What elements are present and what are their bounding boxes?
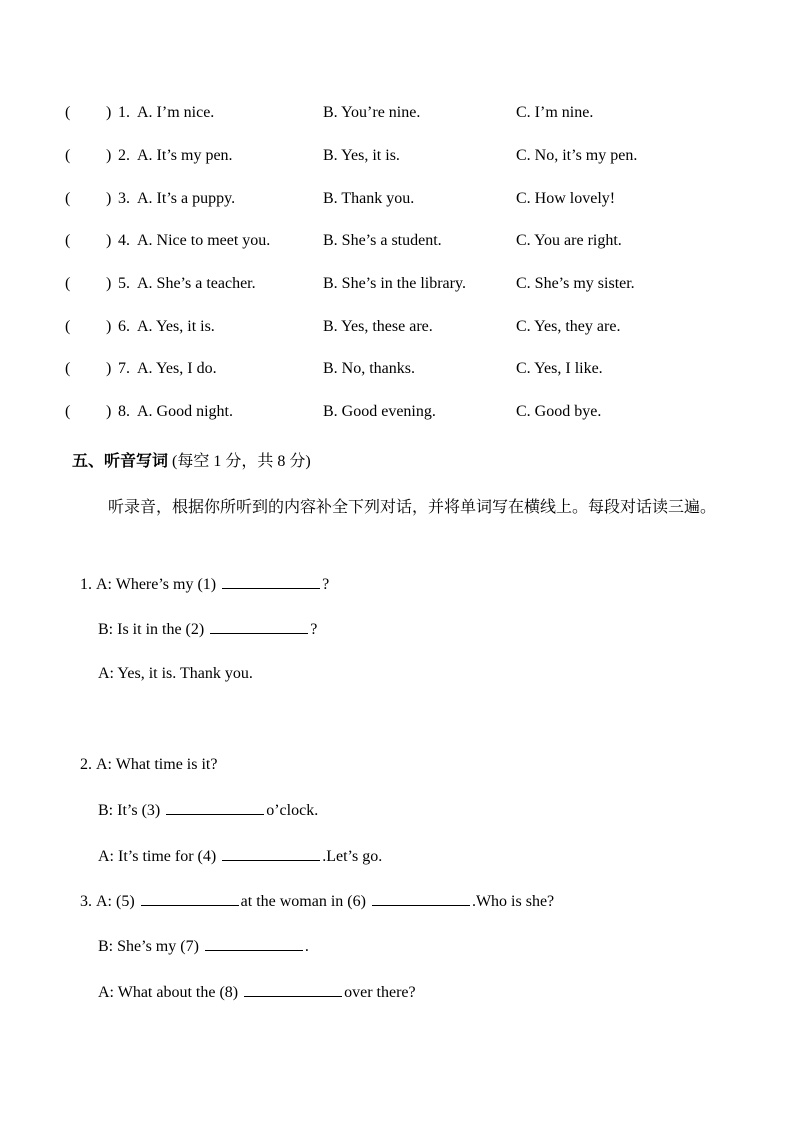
dialogue-text: .Who is she? bbox=[471, 893, 555, 910]
dialogue-2-line-2 bbox=[98, 798, 318, 822]
dialogue-text: A: What time is it? bbox=[96, 756, 218, 773]
question-number: 4. bbox=[118, 232, 130, 249]
question-row bbox=[0, 357, 794, 381]
dialogue-3-line-2 bbox=[98, 934, 309, 958]
option-b: B. Thank you. bbox=[323, 190, 415, 207]
dialogue-2-line-3 bbox=[98, 844, 382, 868]
option-c: C. You are right. bbox=[516, 232, 622, 249]
answer-paren-close: ) bbox=[106, 190, 112, 207]
question-row bbox=[0, 315, 794, 339]
option-c: C. Good bye. bbox=[516, 403, 602, 420]
option-c: C. I’m nine. bbox=[516, 104, 594, 121]
option-a: A. Good night. bbox=[137, 403, 233, 420]
dialogue-text: A: It’s time for (4) bbox=[98, 848, 217, 865]
section-score: (每空 1 分，共 8 分) bbox=[172, 453, 311, 470]
dialogue-text: A: Where’s my (1) bbox=[96, 576, 217, 593]
answer-paren-close: ) bbox=[106, 318, 112, 335]
dialogue-text: A: What about the (8) bbox=[98, 984, 239, 1001]
dialogue-text: B: It’s (3) bbox=[98, 802, 161, 819]
answer-paren-close: ) bbox=[106, 104, 112, 121]
answer-paren-open: ( bbox=[65, 190, 71, 207]
option-a: A. Yes, it is. bbox=[137, 318, 215, 335]
answer-paren-open: ( bbox=[65, 360, 71, 377]
dialogue-3-line-3 bbox=[98, 980, 416, 1004]
question-number: 7. bbox=[118, 360, 130, 377]
dialogue-text: B: Is it in the (2) bbox=[98, 621, 205, 638]
dialogue-1-line-3 bbox=[98, 662, 253, 686]
answer-blank-1[interactable] bbox=[222, 572, 320, 589]
option-c: C. She’s my sister. bbox=[516, 275, 635, 292]
answer-blank-8[interactable] bbox=[244, 980, 342, 997]
answer-paren-close: ) bbox=[106, 232, 112, 249]
dialogue-1-line-1 bbox=[80, 572, 329, 596]
answer-paren-open: ( bbox=[65, 403, 71, 420]
answer-paren-open: ( bbox=[65, 104, 71, 121]
question-row bbox=[0, 272, 794, 296]
option-a: A. She’s a teacher. bbox=[137, 275, 256, 292]
dialogue-text: ? bbox=[322, 576, 330, 593]
answer-blank-5[interactable] bbox=[141, 889, 239, 906]
option-c: C. Yes, I like. bbox=[516, 360, 603, 377]
option-c: C. No, it’s my pen. bbox=[516, 147, 638, 164]
section-instructions: 听录音，根据你所听到的内容补全下列对话，并将单词写在横线上。每段对话读三遍。 bbox=[108, 497, 717, 516]
question-row bbox=[0, 101, 794, 125]
answer-blank-3[interactable] bbox=[166, 798, 264, 815]
dialogue-number: 1. bbox=[80, 576, 92, 593]
question-row bbox=[0, 400, 794, 424]
option-a: A. It’s a puppy. bbox=[137, 190, 236, 207]
option-b: B. Good evening. bbox=[323, 403, 436, 420]
question-number: 5. bbox=[118, 275, 130, 292]
dialogue-2-line-1 bbox=[80, 753, 217, 777]
dialogue-text: o’clock. bbox=[266, 802, 319, 819]
option-b: B. Yes, these are. bbox=[323, 318, 433, 335]
dialogue-text: B: She’s my (7) bbox=[98, 938, 199, 955]
question-row bbox=[0, 229, 794, 253]
answer-paren-close: ) bbox=[106, 147, 112, 164]
dialogue-text: . bbox=[304, 938, 309, 955]
answer-paren-open: ( bbox=[65, 275, 71, 292]
answer-paren-open: ( bbox=[65, 232, 71, 249]
dialogue-text: .Let’s go. bbox=[322, 848, 383, 865]
option-b: B. She’s a student. bbox=[323, 232, 442, 249]
question-number: 8. bbox=[118, 403, 130, 420]
dialogue-text: ? bbox=[310, 621, 318, 638]
option-a: A. Yes, I do. bbox=[137, 360, 217, 377]
question-row bbox=[0, 144, 794, 168]
answer-paren-close: ) bbox=[106, 403, 112, 420]
section-heading bbox=[72, 448, 311, 474]
option-c: C. How lovely! bbox=[516, 190, 616, 207]
option-a: A. Nice to meet you. bbox=[137, 232, 271, 249]
dialogue-1-line-2 bbox=[98, 617, 317, 641]
answer-paren-open: ( bbox=[65, 318, 71, 335]
option-b: B. She’s in the library. bbox=[323, 275, 466, 292]
answer-blank-7[interactable] bbox=[205, 934, 303, 951]
question-row bbox=[0, 187, 794, 211]
option-c: C. Yes, they are. bbox=[516, 318, 621, 335]
dialogue-text: A: Yes, it is. Thank you. bbox=[98, 665, 253, 682]
dialogue-text: over there? bbox=[344, 984, 416, 1001]
answer-blank-6[interactable] bbox=[372, 889, 470, 906]
dialogue-text: at the woman in (6) bbox=[240, 893, 366, 910]
answer-paren-close: ) bbox=[106, 360, 112, 377]
question-number: 6. bbox=[118, 318, 130, 335]
option-b: B. No, thanks. bbox=[323, 360, 415, 377]
section-title: 五、听音写词 bbox=[72, 451, 169, 470]
dialogue-3-line-1 bbox=[80, 889, 554, 913]
question-number: 1. bbox=[118, 104, 130, 121]
option-a: A. It’s my pen. bbox=[137, 147, 233, 164]
dialogue-text: A: (5) bbox=[96, 893, 135, 910]
question-number: 2. bbox=[118, 147, 130, 164]
option-b: B. You’re nine. bbox=[323, 104, 421, 121]
question-number: 3. bbox=[118, 190, 130, 207]
option-b: B. Yes, it is. bbox=[323, 147, 400, 164]
dialogue-number: 3. bbox=[80, 893, 92, 910]
option-a: A. I’m nice. bbox=[137, 104, 215, 121]
answer-paren-open: ( bbox=[65, 147, 71, 164]
dialogue-number: 2. bbox=[80, 756, 92, 773]
answer-blank-4[interactable] bbox=[222, 844, 320, 861]
answer-paren-close: ) bbox=[106, 275, 112, 292]
answer-blank-2[interactable] bbox=[210, 617, 308, 634]
